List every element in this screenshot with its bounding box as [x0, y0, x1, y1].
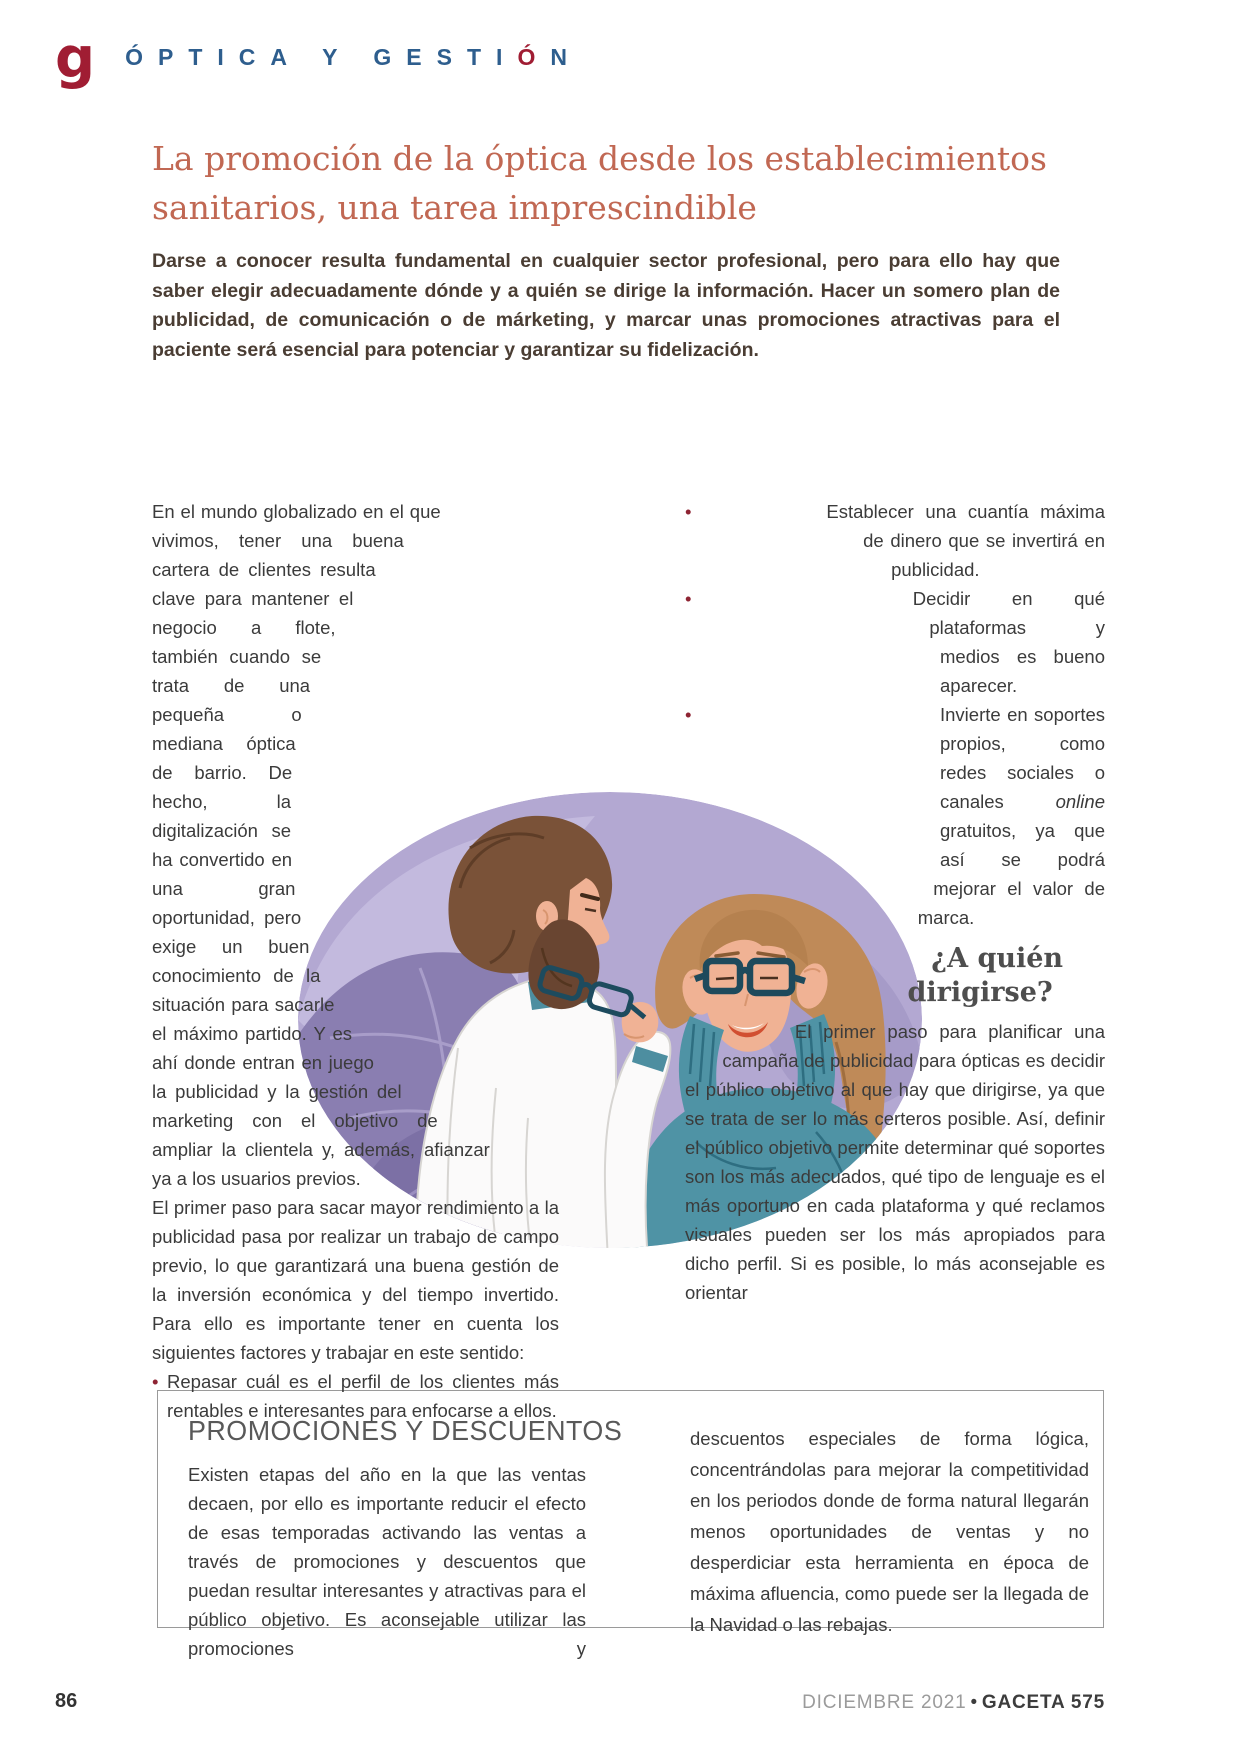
bullet-dot-icon: •	[685, 501, 692, 522]
list-item-text	[918, 704, 1105, 928]
list-item	[685, 497, 1105, 584]
promo-box-right-column	[690, 1423, 1089, 1635]
issue-date: DICIEMBRE 2021	[802, 1692, 967, 1713]
promo-box-paragraph: Existen etapas del año en la que las ventas decaen, por ello es importante reducir el efecto de esas temporadas activando las ventas a través de promociones y descuentos que puedan resultar interesantes y atractivas para el público objetivo. Es aconsejable utilizar las promociones y	[188, 1464, 586, 1659]
list-item-text-after: gratuitos, ya que así se podrá mejorar el valor de marca.	[917, 820, 1105, 928]
list-item-text-italic: online	[1055, 791, 1105, 812]
brand-part-1: ÓPTICA Y GESTI	[125, 43, 518, 70]
list-item-text: Repasar cuál es el perfil de los clientes más rentables e interesantes para enfocarse a ellos.	[167, 1371, 559, 1421]
brand-part-3: N	[550, 43, 582, 70]
magazine-name: GACETA 575	[981, 1692, 1105, 1713]
list-item	[685, 584, 1105, 700]
promotions-box	[157, 1390, 1104, 1659]
list-item	[685, 700, 1105, 932]
body-paragraph: El primer paso para sacar mayor rendimiento a la publicidad pasa por realizar un trabajo de campo previo, lo que garantizará una buena gestión de la inversión económica y del tiempo invertido. Para ello es importante tener en cuenta los siguientes factores y trabajar en este sentido:	[152, 1197, 559, 1363]
footer-separator-icon: •	[970, 1692, 978, 1713]
right-column	[685, 497, 1105, 1307]
section-subheading: ¿A quién dirigirse?	[907, 943, 1064, 1008]
article-title-line2: sanitarios, una tarea imprescindible	[152, 188, 757, 227]
body-paragraph: El primer paso para planificar una campaña de publicidad para ópticas es decidir el público objetivo al que hay que dirigirse, ya que se trata de ser lo más certeros posible. Así, definir el público objetivo permite determinar qué soportes son los más adecuados, qué tipo de lenguaje es el más oportuno en cada plataforma y qué reclamos visuales pueden ser los más apropiados para dicho perfil. Si es posible, lo más aconsejable es orientar	[685, 1021, 1105, 1303]
promo-box-paragraph: descuentos especiales de forma lógica, concentrándolas para mejorar la competitividad en los periodos donde de forma natural llegarán menos oportunidades de ventas y no desperdiciar esta herramienta en época de máxima afluencia, como puede ser la llegada de la Navidad o las rebajas.	[690, 1428, 1089, 1635]
section-name	[125, 44, 582, 75]
promo-box-heading: PROMOCIONES Y DESCUENTOS	[188, 1415, 623, 1446]
brand-part-2: Ó	[517, 43, 551, 70]
left-column	[152, 497, 559, 1425]
bullet-dot-icon: •	[685, 588, 692, 609]
page-number: 86	[55, 1690, 78, 1712]
article-body	[152, 497, 1105, 1421]
promo-box-left-column	[188, 1415, 623, 1659]
page-header	[55, 26, 582, 91]
issue-footer	[802, 1692, 1105, 1714]
list-item-text: Establecer una cuantía máxima de dinero que se invertirá en publicidad.	[826, 501, 1105, 580]
article-intro: Darse a conocer resulta fundamental en cualquier sector profesional, pero para ello hay que saber elegir adecuadamente dónde y a quién se dirige la información. Hacer un somero plan de publicidad, de comunicación o de márketing, y marcar unas promociones atractivas para el paciente será esencial para potenciar y garantizar su fidelización.	[152, 250, 1060, 361]
list-item-text-before: Invierte en soportes propios, como redes sociales o canales	[940, 704, 1105, 812]
body-paragraph: En el mundo globalizado en el que vivimos, tener una buena cartera de clientes resulta clave para mantener el negocio a flote, también cuando se trata de una pequeña o mediana óptica de barrio. De hecho, la digitalización se ha convertido en una gran oportunidad, pero exige un buen conocimiento de la situación para sacarle el máximo partido. Y es ahí donde entran en juego la publicidad y la gestión del marketing con el objetivo de ampliar la clientela y, además, afianzar ya a los usuarios previos.	[152, 501, 490, 1189]
list-item-text: Decidir en qué plataformas y medios es bueno aparecer.	[912, 588, 1105, 696]
gaceta-logo-icon: g	[55, 26, 96, 91]
article-title	[152, 134, 1112, 232]
list-item	[152, 1367, 559, 1425]
bullet-dot-icon: •	[685, 704, 692, 725]
article-title-line1: La promoción de la óptica desde los establecimientos	[152, 139, 1047, 178]
bullet-dot-icon: •	[152, 1371, 159, 1392]
